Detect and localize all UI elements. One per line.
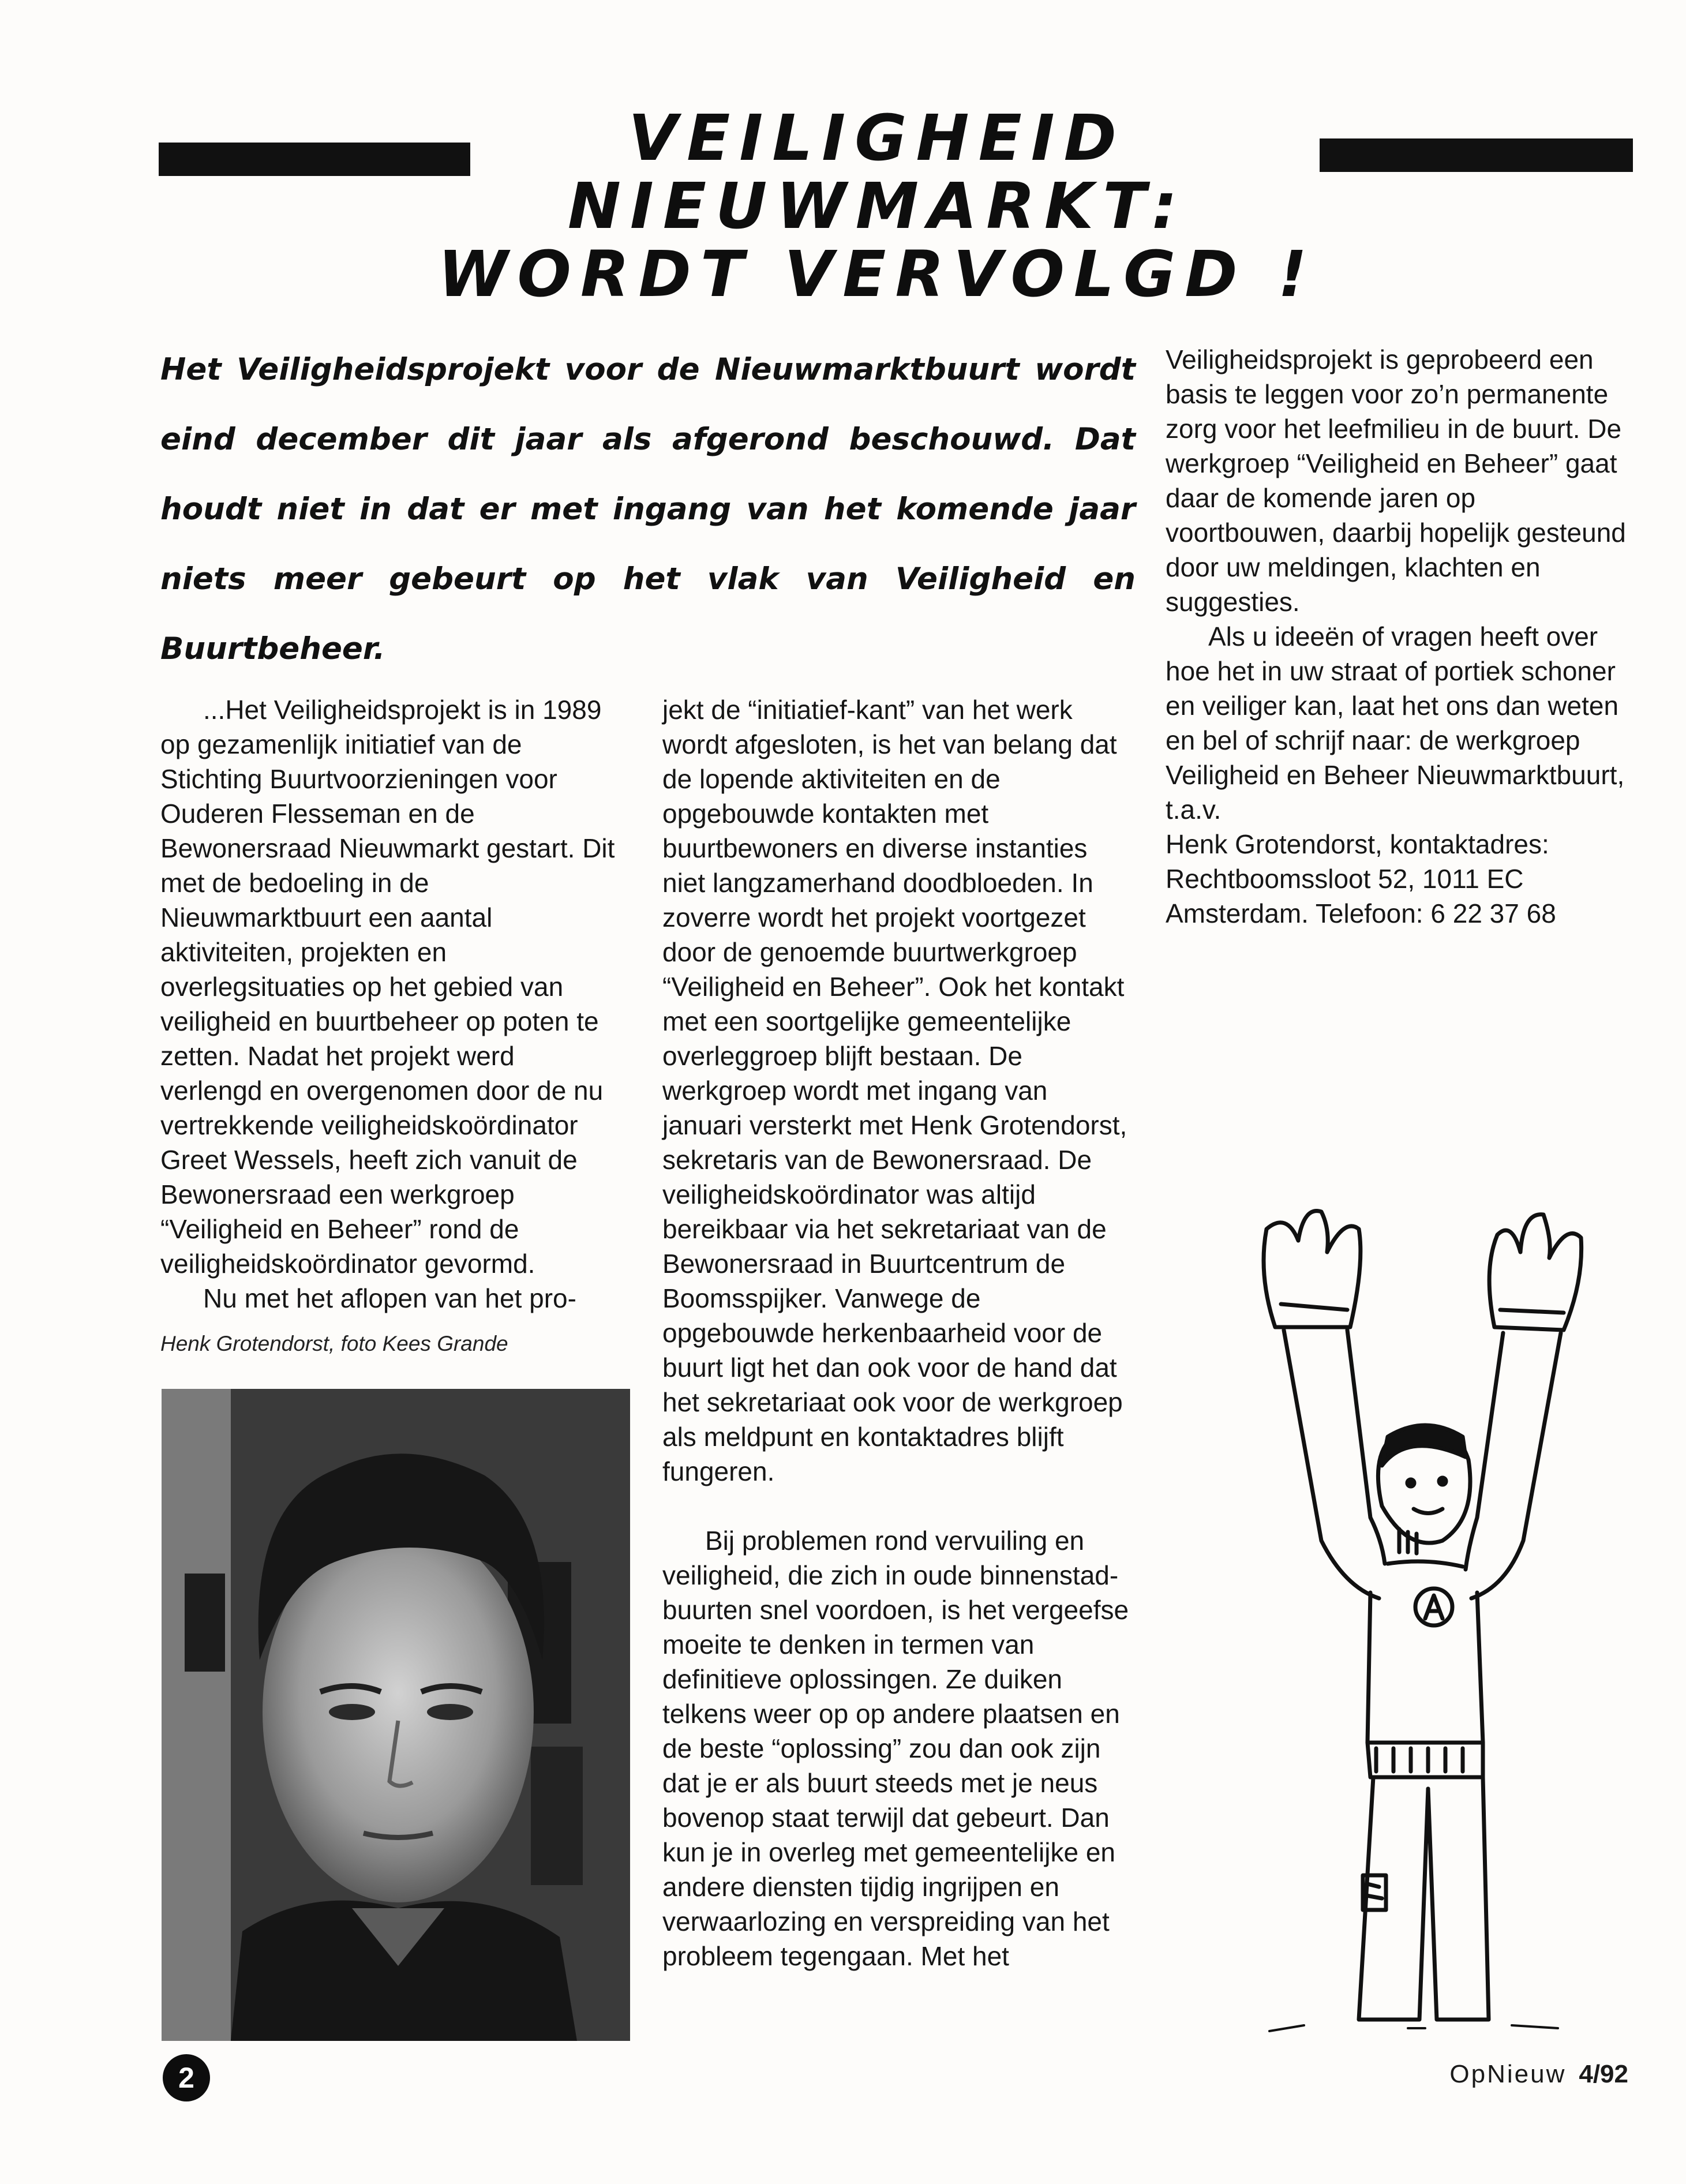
paragraph: jekt de “initiatief-kant” van het werk wordt afgesloten, is het van belang dat de lopende aktiviteiten en de opgebouwde kontakten met buurtbewoners en diverse instanties niet langzamerhand doodbloeden. In zoverre wordt het projekt voortgezet door de genoemde buurtwerkgroep “Veiligheid en Beheer”. Ook het kontakt met een soortgelijke gemeentelijke overleggroep blijft bestaan. De werkgroep wordt met ingang van januari versterkt met Henk Grotendorst, sekretaris van de Bewonersraad. De veiligheidskoördinator was altijd bereikbaar via het sekretariaat van de Bewonersraad in Buurtcentrum de Boomsspijker. Vanwege de opgebouwde herkenbaarheid voor de buurt ligt het dan ook voor de hand dat het sekretariaat ook voor de werkgroep als meldpunt en kontaktadres blijft fungeren. <box>662 695 1127 1486</box>
issue-number: 4/92 <box>1579 2060 1628 2088</box>
body-column-2 <box>662 692 1130 1973</box>
portrait-illustration <box>162 1389 630 2041</box>
paragraph: ...Het Veiligheidsprojekt is in 1989 op gezamenlijk initiatief van de Stichting Buurtvoorzieningen voor Ouderen Flesseman en de Bewonersraad Nieuwmarkt gestart. Dit met de bedoeling in de Nieuwmarktbuurt een aantal aktiviteiten, projekten en overlegsituaties op het gebied van veiligheid en buurtbeheer op poten te zetten. Nadat het projekt werd verlengd en overgenomen door de nu vertrekkende veiligheidskoördinator Greet Wessels, heeft zich vanuit de Bewonersraad een werkgroep “Veiligheid en Beheer” rond de veiligheidskoördinator gevormd. <box>160 695 615 1279</box>
paragraph: Bij problemen rond vervuiling en veiligheid, die zich in oude binnenstad-buurten snel voordoen, is het vergeefse moeite te denken in termen van definitieve oplossingen. Ze duiken telkens weer op op andere plaatsen en de beste “oplossing” zou dan ook zijn dat je er als buurt steeds met je neus bovenop staat terwijl dat gebeurt. Dan kun je in overleg met gemeentelijke en andere diensten tijdig ingrijpen en verwaarlozing en verspreiding van het probleem tegengaan. Met het <box>662 1526 1129 1971</box>
body-column-1 <box>160 692 622 1316</box>
magazine-footer <box>1449 2060 1628 2089</box>
title-line-3: WORDT VERVOLGD ! <box>437 237 1317 311</box>
photo-caption: Henk Grotendorst, foto Kees Grande <box>160 1332 508 1355</box>
article-title <box>404 101 1350 311</box>
contact-name-line: Henk Grotendorst, kontaktadres: <box>1166 829 1549 859</box>
decorative-bar-right <box>1320 138 1633 172</box>
paragraph: Nu met het aflopen van het pro- <box>203 1283 576 1313</box>
portrait-photo <box>162 1389 630 2041</box>
title-line-2: NIEUWMARKT: <box>567 169 1187 243</box>
body-column-3 <box>1166 342 1639 931</box>
cheering-figure-drawing <box>1235 1194 1604 2048</box>
title-line-1: VEILIGHEID <box>628 101 1126 175</box>
lead-paragraph: Het Veiligheidsprojekt voor de Nieuwmarktbuurt wordt eind december dit jaar als afgerond beschouwd. Dat houdt niet in dat er met ingang van het komende jaar niets meer gebeurt op het vlak van Veiligheid en Buurtbeheer. <box>160 352 1136 666</box>
contact-phone-line: Amsterdam. Telefoon: 6 22 37 68 <box>1166 898 1556 928</box>
paragraph: Als u ideeën of vragen heeft over hoe het in uw straat of portiek schoner en veiliger kan, laat het ons dan weten en bel of schrijf naar: de werkgroep Veiligheid en Beheer Nieuwmarktbuurt, t.a.v. <box>1166 621 1625 825</box>
paragraph: Veiligheidsprojekt is geprobeerd een basis te leggen voor zo’n permanente zorg voor het leefmilieu in de buurt. De werkgroep “Veiligheid en Beheer” gaat daar de komende jaren op voortbouwen, daarbij hopelijk gesteund door uw meldingen, klachten en suggesties. <box>1166 344 1626 617</box>
magazine-name: OpNieuw <box>1449 2060 1567 2088</box>
contact-address-line: Rechtboomssloot 52, 1011 EC <box>1166 864 1524 894</box>
page-number-badge: 2 <box>163 2054 210 2101</box>
